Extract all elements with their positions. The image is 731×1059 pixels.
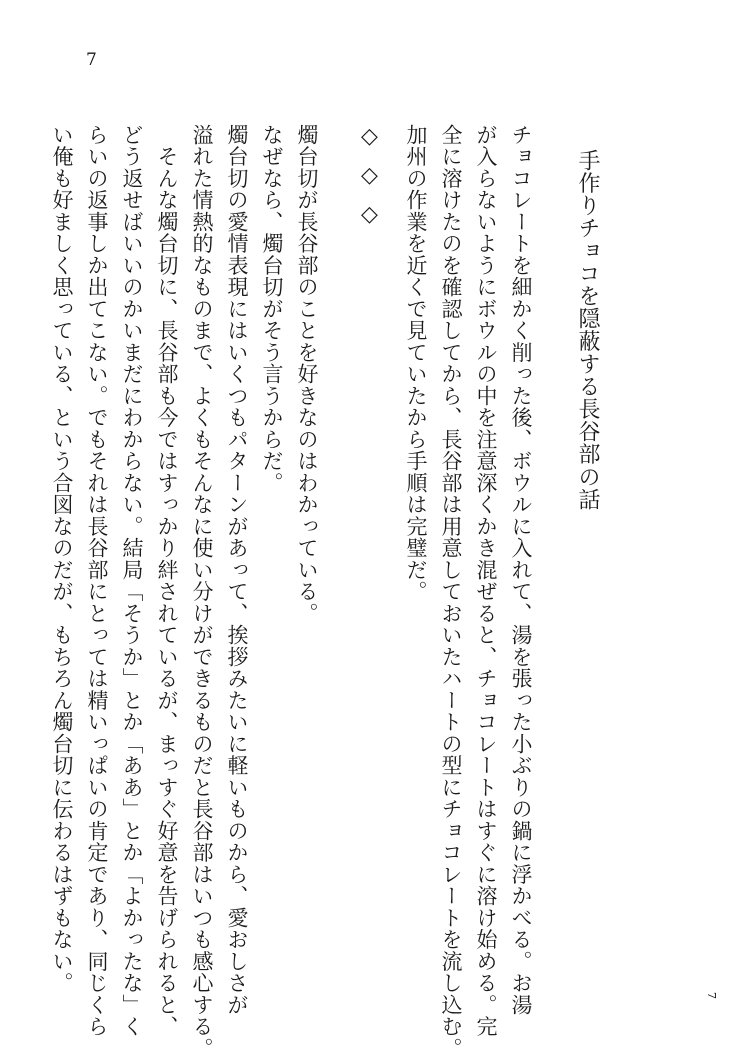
paragraph-line-12: い俺も好ましく思っている、という合図なのだが、もちろん燭台切に伝わるはずもない。 (50, 124, 74, 994)
chapter-title: 手作りチョコを隠蔽する長谷部の話 (575, 149, 600, 511)
paragraph-line-5: 燭台切が長谷部のことを好きなのはわかっている。 (295, 124, 319, 625)
paragraph-line-11: らいの返事しか出てこない。でもそれは長谷部にとっては精いっぱいの肯定であり、同じくら (85, 124, 109, 1038)
paragraph-line-3: 全に溶けたのを確認してから、長谷部は用意しておいたハートの型にチョコレートを流し込む。 (439, 124, 463, 1059)
paragraph-line-9: そんな燭台切に、長谷部も今ではすっかり絆されているが、まっすぐ好意を告げられると、 (155, 124, 179, 1038)
paragraph-line-1: チョコレートを細かく削った後、ボウルに入れて、湯を張った小ぶりの鍋に浮かべる。お湯 (509, 124, 533, 1016)
paragraph-line-10: どう返せばいいのかいまだにわからない。結局「そうか」とか「ああ」とか「よかったな」く (120, 124, 144, 1038)
paragraph-line-7: 燭台切の愛情表現にはいくつもパターンがあって、挨拶みたいに軽いものから、愛おしさが (225, 124, 249, 1016)
paragraph-line-8: 溢れた情熱的なものまで、よくもそんなに使い分けができるものだと長谷部はいつも感心する。 (190, 124, 214, 1059)
paragraph-line-6: なぜなら、燭台切がそう言うからだ。 (260, 124, 284, 494)
paragraph-line-2: が入らないようにボウルの中を注意深くかき混ぜると、チョコレートはすぐに溶け始める。完 (474, 124, 498, 1038)
paragraph-line-4: 加州の作業を近くで見ていたから手順は完璧だ。 (404, 124, 428, 603)
corner-page-number: 7 (705, 992, 718, 999)
page-number: 7 (86, 50, 97, 70)
section-divider: ◇◇◇ (357, 124, 382, 241)
